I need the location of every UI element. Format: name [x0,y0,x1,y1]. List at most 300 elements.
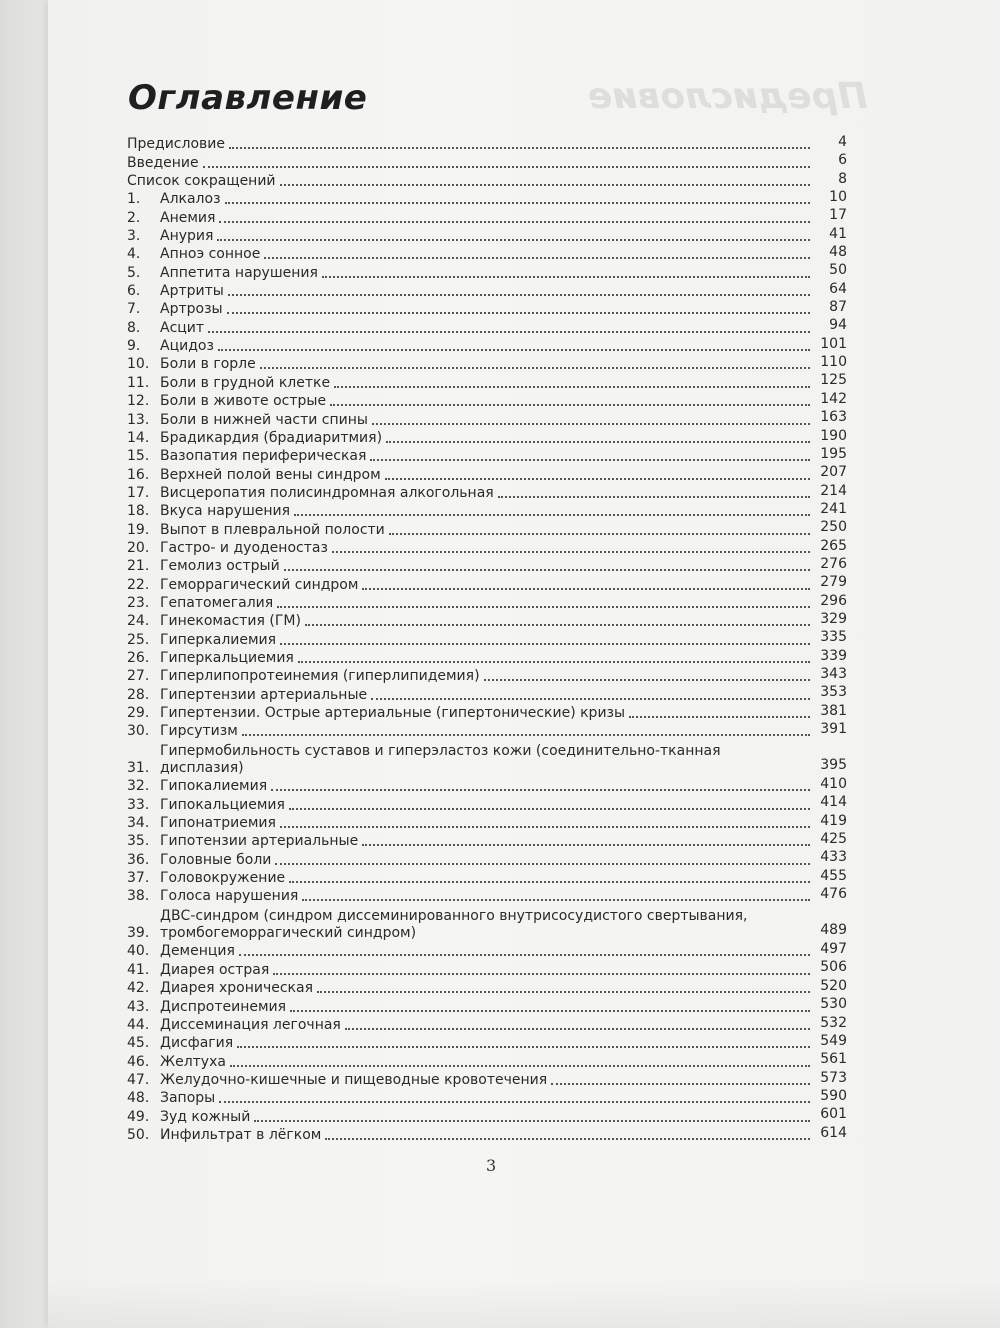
toc-entry [127,153,847,171]
toc-entry-page: 520 [820,977,847,994]
toc-entry-number: 49. [127,1108,150,1125]
toc-entry-text [160,445,847,465]
toc-entry-number: 7. [127,301,141,318]
toc-entry-page: 497 [820,941,847,958]
toc-entry-page: 110 [820,354,847,371]
toc-entry-text [160,647,847,667]
toc-entry-page: 549 [820,1032,847,1049]
dot-leader [280,825,810,828]
toc-entry-label: Гипокальциемия [160,796,285,813]
dot-leader [239,953,810,956]
toc-entry-text [160,500,847,520]
toc-entry-page: 433 [820,849,847,866]
toc-entry-label: Висцеропатия полисиндромная алкогольная [160,484,494,501]
toc-entry-label: Гиперкалиемия [160,631,277,648]
dot-leader [629,715,810,718]
toc-entry-label: ДВС-синдром (синдром диссеминированного внутрисосудистого свертывания, тромбогеморрагический синдром) [160,908,748,942]
toc-entry-number: 50. [127,1126,150,1143]
toc-entry-number: 13. [127,411,150,428]
dot-leader [217,238,810,241]
page-title: Оглавление [128,78,368,118]
dot-leader [362,843,810,846]
toc-entry [127,1071,847,1089]
toc-entry-label: Диссеминация легочная [160,1016,341,1033]
toc-entry-page: 296 [820,592,847,609]
toc-entry-page: 163 [820,409,847,426]
dot-leader [385,477,810,480]
toc-entry-label: Гипонатриемия [160,815,276,832]
toc-entry-label: Запоры [160,1090,216,1107]
dot-leader [230,1064,810,1067]
toc-entry-page: 6 [838,152,847,169]
toc-entry [127,905,847,942]
toc-entry-label: Гипертензии. Острые артериальные (гипертонические) кризы [160,705,626,721]
dot-leader [242,733,810,736]
toc-entry-text [160,849,847,869]
toc-entry-text [160,1106,847,1126]
toc-entry-page: 455 [820,867,847,884]
toc-entry-page: 190 [820,427,847,444]
toc-entry [127,447,847,465]
toc-entry-label: Гипертензии артериальные [160,686,368,703]
toc-entry-number: 18. [127,503,150,520]
toc-entry-number: 26. [127,649,150,666]
toc-entry-label: Дисфагия [160,1035,234,1052]
toc-entry-text [160,743,847,777]
dot-leader [386,440,810,443]
toc-entry [127,795,847,813]
toc-entry-text [160,555,847,575]
toc-entry-number: 5. [127,264,141,281]
toc-entry [127,979,847,997]
toc-entry [127,649,847,667]
toc-entry-number: 43. [127,998,150,1015]
toc-entry [127,960,847,978]
toc-entry-number: 24. [127,613,150,630]
toc-entry [127,594,847,612]
toc-entry-label: Геморрагический синдром [160,576,359,593]
dot-leader [362,587,810,590]
toc-entry-number: 39. [127,925,150,942]
dot-leader [254,1119,810,1122]
toc-entry-label: Диарея острая [160,961,270,978]
toc-entry-number: 16. [127,466,150,483]
toc-entry-label: Артриты [160,283,224,300]
toc-entry-label: Анемия [160,209,216,226]
toc-entry-label: Ацидоз [160,338,214,355]
toc-entry-page: 335 [820,629,847,646]
toc-entry-page: 353 [820,684,847,701]
toc-entry [127,373,847,391]
toc-entry-page: 414 [820,794,847,811]
toc-entry-page: 101 [820,335,847,352]
toc-entry-text [160,888,847,905]
toc-entry-text [160,1032,847,1052]
toc-entry-page: 391 [820,721,847,737]
toc-entry-text [160,665,847,685]
toc-entry [127,135,847,153]
dot-leader [237,1045,810,1048]
toc-entry [127,1034,847,1052]
toc-entry-number: 1. [127,191,141,208]
toc-entry-page: 614 [820,1124,847,1141]
toc-entry-page: 476 [820,886,847,903]
toc-entry-number: 31. [127,760,150,777]
toc-entry-page: 343 [820,665,847,682]
toc-entry [127,539,847,557]
toc-entry-page: 590 [820,1087,847,1104]
dot-leader [227,311,810,314]
toc-entry-page: 339 [820,647,847,664]
toc-entry-label: Гепатомегалия [160,594,274,611]
toc-entry-text [160,1051,847,1071]
toc-entry-text [160,427,847,447]
toc-entry-page: 329 [820,610,847,627]
toc-entry-label: Асцит [160,319,205,336]
dot-leader [228,293,810,296]
toc-entry [127,392,847,410]
toc-entry-text [160,684,847,704]
toc-entry-label: Боли в грудной клетке [160,374,331,391]
toc-entry [127,337,847,355]
dot-leader [225,201,810,204]
toc-entry [127,520,847,538]
toc-entry-page: 125 [820,372,847,389]
dot-leader [289,807,810,810]
toc-entry-text [160,409,847,429]
toc-entry-text [160,629,847,649]
toc-entry [127,282,847,300]
toc-entry-number: 36. [127,851,150,868]
toc-entry-number: 46. [127,1053,150,1070]
toc-entry-page: 142 [820,390,847,407]
toc-entry-text [160,908,847,942]
dot-leader [322,275,810,278]
toc-entry-label: Апноэ сонное [160,246,261,263]
toc-entry-number: 15. [127,448,150,465]
toc-entry-text [160,794,847,814]
toc-entry-text [160,317,847,337]
toc-entry-label: Гемолиз острый [160,558,280,575]
toc-entry-number: 41. [127,961,150,978]
toc-entry-number: 35. [127,833,150,850]
toc-entry-number: 9. [127,338,141,355]
toc-entry-label: Верхней полой вены синдром [160,466,381,483]
toc-entry-label: Артрозы [160,301,223,318]
toc-entry-page: 87 [829,299,847,316]
toc-entry-text [160,1124,847,1144]
toc-entry-label: Головные боли [160,851,272,868]
toc-entry-number: 44. [127,1016,150,1033]
toc-entry [127,942,847,960]
dot-leader [271,788,810,791]
dot-leader [229,146,810,149]
toc-entry-text [160,702,847,722]
toc-entry-number: 42. [127,980,150,997]
toc-entry-number: 33. [127,796,150,813]
toc-entry-page: 64 [829,280,847,297]
toc-entry-number: 14. [127,429,150,446]
toc-entry-number: 6. [127,283,141,300]
dot-leader [260,366,810,369]
toc-entry-page: 207 [820,464,847,481]
toc-entry-number: 37. [127,870,150,887]
toc-entry-number: 30. [127,723,150,740]
toc-entry-page: 214 [820,482,847,499]
dot-leader [332,550,810,553]
toc-entry-text [160,943,847,960]
toc-entry-page: 561 [820,1051,847,1068]
dot-leader [290,1009,810,1012]
toc-entry [127,484,847,502]
toc-entry-text [160,519,847,539]
toc-entry [127,722,847,740]
toc-entry-number: 48. [127,1090,150,1107]
toc-entry [127,245,847,263]
toc-entry-text [160,356,847,373]
toc-entry-number: 20. [127,539,150,556]
toc-entry-page: 8 [838,170,847,187]
toc-entry-number: 17. [127,484,150,501]
toc-entry [127,704,847,722]
toc-entry [127,502,847,520]
toc-entry-label: Зуд кожный [160,1108,251,1125]
toc-entry-page: 532 [820,1014,847,1031]
toc-entry-text [160,812,847,832]
toc-entry-text [160,262,847,282]
toc-entry-label: Алкалоз [160,191,221,208]
toc-entry-number: 10. [127,356,150,373]
toc-entry-text [160,723,847,740]
dot-leader [305,623,810,626]
toc-entry [127,814,847,832]
toc-entry [127,1126,847,1144]
toc-entry-label: Гинекомастия (ГМ) [160,613,301,630]
dot-leader [289,880,810,883]
toc-entry-text [160,833,847,850]
toc-entry-text [160,464,847,484]
toc-entry-page: 41 [829,225,847,242]
dot-leader [284,568,810,571]
toc-entry-page: 4 [838,134,847,150]
facing-page-edge [0,0,48,1328]
toc-entry [127,740,847,777]
toc-entry-page: 10 [829,189,847,206]
table-of-contents [127,135,847,1144]
toc-entry-label: Боли в горле [160,356,256,373]
dot-leader [371,697,810,700]
toc-entry-page: 601 [820,1106,847,1123]
dot-leader [389,532,810,535]
toc-entry-number: 23. [127,594,150,611]
toc-entry-text [160,482,847,502]
toc-entry-text [160,977,847,997]
toc-entry-page: 489 [820,922,847,939]
toc-entry-text [160,301,847,318]
toc-entry-label: Желтуха [160,1053,226,1070]
toc-entry-label: Головокружение [160,870,286,887]
dot-leader [219,1100,810,1103]
toc-entry-text [160,191,847,208]
toc-entry [127,997,847,1015]
dot-leader [280,183,810,186]
toc-entry-number: 3. [127,228,141,245]
dot-leader [345,1027,810,1030]
toc-entry-number: 12. [127,393,150,410]
toc-entry [127,850,847,868]
toc-entry [127,263,847,281]
toc-entry-label: Гипокалиемия [160,778,268,795]
toc-entry-text [160,610,847,630]
dot-leader [264,256,810,259]
dot-leader [294,513,810,516]
dot-leader [298,660,810,663]
toc-entry [127,429,847,447]
toc-entry [127,1052,847,1070]
toc-entry-number: 47. [127,1071,150,1088]
toc-entry-number: 22. [127,576,150,593]
toc-entry-label: Предисловие [127,136,225,153]
toc-entry [127,465,847,483]
toc-entry [127,887,847,905]
toc-entry-page: 530 [820,996,847,1013]
toc-entry-number: 19. [127,521,150,538]
toc-entry-text [160,959,847,979]
toc-entry-text [160,372,847,392]
toc-entry [127,777,847,795]
toc-entry [127,1016,847,1034]
dot-leader [325,1137,810,1140]
toc-entry-page: 241 [820,500,847,517]
toc-entry-label: Введение [127,154,199,171]
toc-entry [127,1107,847,1125]
toc-entry-page: 250 [820,519,847,536]
dot-leader [334,385,810,388]
toc-entry-text [127,170,847,190]
dot-leader [277,605,810,608]
dot-leader [498,495,810,498]
toc-entry-number: 45. [127,1035,150,1052]
page-shadow [48,1278,1000,1328]
toc-entry-page: 381 [820,702,847,719]
dot-leader [219,220,810,223]
toc-entry [127,667,847,685]
dot-leader [208,330,810,333]
toc-entry-page: 94 [829,317,847,334]
toc-entry [127,300,847,318]
toc-entry-page: 425 [820,831,847,848]
dot-leader [273,972,810,975]
toc-entry-text [160,1014,847,1034]
toc-entry-text [160,592,847,612]
toc-entry-text [160,390,847,410]
toc-entry-label: Аппетита нарушения [160,264,318,281]
toc-entry [127,575,847,593]
toc-entry-text [160,867,847,887]
toc-entry [127,355,847,373]
toc-entry-page: 279 [820,574,847,591]
toc-entry-text [127,136,847,153]
toc-entry-text [160,246,847,263]
toc-entry-label: Гипермобильность суставов и гиперэластоз кожи (соединительно-тканная дисплазия) [160,743,721,777]
toc-entry-text [160,574,847,594]
toc-entry-page: 419 [820,812,847,829]
toc-entry [127,630,847,648]
toc-entry-label: Деменция [160,943,235,960]
toc-entry-label: Гипотензии артериальные [160,833,359,850]
toc-entry-number: 27. [127,668,150,685]
dot-leader [484,678,810,681]
dot-leader [372,422,810,425]
toc-entry-page: 506 [820,959,847,976]
toc-entry-number: 34. [127,815,150,832]
toc-entry-label: Диарея хроническая [160,980,314,997]
toc-entry-text [160,207,847,227]
toc-entry-number: 40. [127,943,150,960]
toc-entry-text [160,225,847,245]
toc-entry-text [160,1069,847,1089]
toc-entry-page: 265 [820,537,847,554]
dot-leader [370,458,810,461]
toc-entry-text [160,996,847,1016]
toc-entry [127,410,847,428]
page-number: 3 [486,1156,497,1175]
dot-leader [302,898,810,901]
toc-entry [127,612,847,630]
toc-entry-number: 11. [127,374,150,391]
toc-entry [127,685,847,703]
toc-entry-page: 48 [829,244,847,261]
toc-entry-label: Вазопатия периферическая [160,448,367,465]
toc-entry-label: Желудочно-кишечные и пищеводные кровотечения [160,1071,548,1088]
toc-entry-number: 28. [127,686,150,703]
toc-entry-text [160,1087,847,1107]
toc-entry-label: Гирсутизм [160,723,238,740]
toc-entry-text [160,537,847,557]
bleed-through-title: Предисловие [588,76,868,117]
toc-entry [127,208,847,226]
dot-leader [218,348,810,351]
toc-entry-text [160,778,847,795]
toc-entry-text [160,280,847,300]
toc-entry-number: 38. [127,888,150,905]
toc-entry [127,832,847,850]
dot-leader [280,642,810,645]
toc-entry-label: Гастро- и дуоденостаз [160,539,328,556]
toc-entry-number: 21. [127,558,150,575]
toc-entry-number: 25. [127,631,150,648]
toc-entry [127,1089,847,1107]
toc-entry-label: Список сокращений [127,173,276,190]
toc-entry [127,190,847,208]
toc-entry [127,318,847,336]
toc-entry-label: Боли в нижней части спины [160,411,368,428]
dot-leader [317,990,810,993]
toc-entry-page: 276 [820,555,847,572]
toc-entry [127,227,847,245]
toc-entry-label: Вкуса нарушения [160,503,291,520]
dot-leader [330,403,810,406]
toc-entry-label: Инфильтрат в лёгком [160,1126,322,1143]
toc-entry-label: Голоса нарушения [160,888,299,905]
toc-entry-label: Гиперкальциемия [160,649,294,666]
toc-entry [127,172,847,190]
dot-leader [275,862,810,865]
toc-entry-label: Диспротеинемия [160,998,287,1015]
toc-entry-page: 573 [820,1069,847,1086]
toc-entry-label: Боли в животе острые [160,393,327,410]
toc-entry-page: 17 [829,207,847,224]
